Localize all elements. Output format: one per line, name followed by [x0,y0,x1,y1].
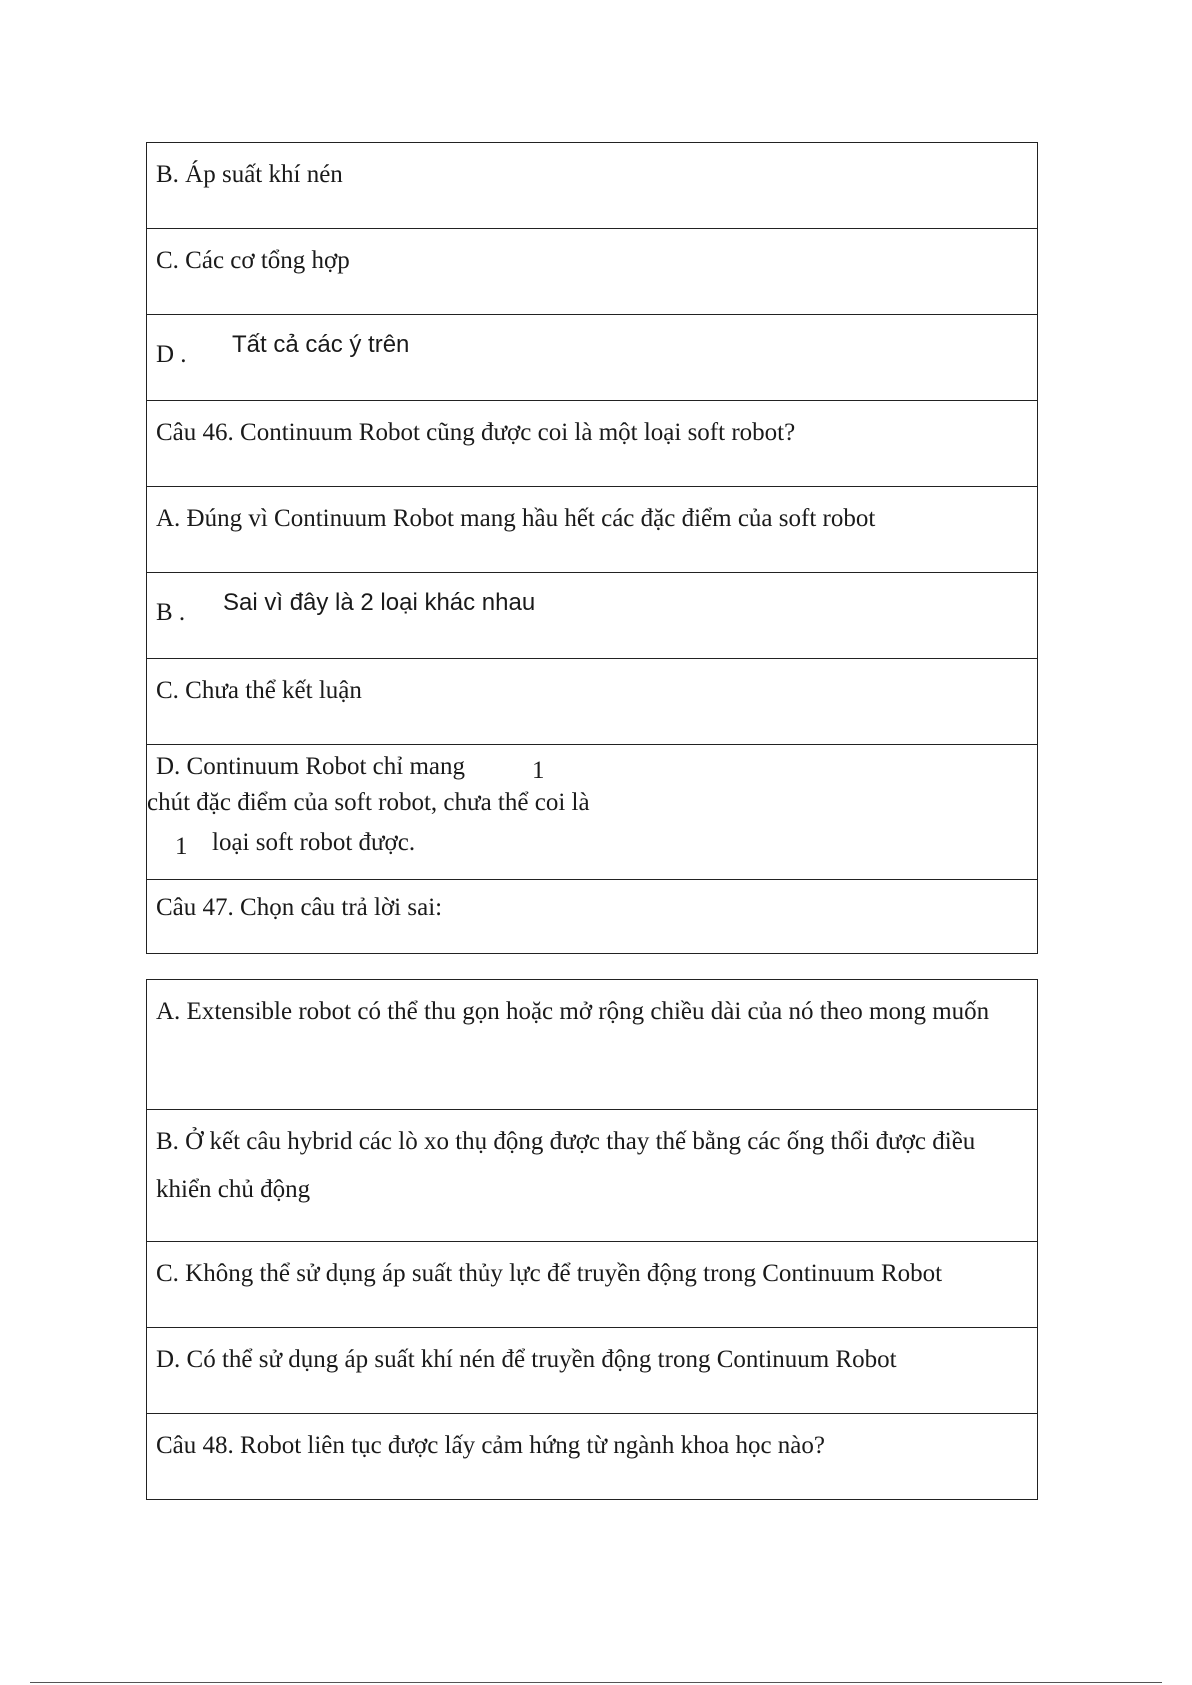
answer-text: Sai vì đây là 2 loại khác nhau [223,589,536,616]
answer-line-2: chút đặc điểm của soft robot, chưa thể coi là [147,789,590,816]
question-text: Câu 48. Robot liên tục được lấy cảm hứng từ ngành khoa học nào? [156,1432,825,1459]
answer-row-a [147,487,1037,573]
answer-text: Tất cả các ý trên [232,331,410,358]
answer-number: 1 [532,757,545,784]
answer-text: C. Chưa thể kết luận [156,677,362,704]
answer-number: 1 [175,833,188,860]
answer-row-b [147,1110,1037,1242]
question-table-2 [146,979,1038,1500]
question-text: Câu 47. Chọn câu trả lời sai: [156,894,443,921]
answer-row-c [147,659,1037,745]
page-bottom-rule [30,1682,1162,1683]
answer-row-b [147,143,1037,229]
answer-row-c [147,229,1037,315]
answer-label: D . [156,341,187,368]
question-48-row [147,1414,1037,1500]
answer-row-d [147,1328,1037,1414]
answer-row-d [147,745,1037,880]
answer-text: D. Có thể sử dụng áp suất khí nén để truyền động trong Continuum Robot [156,1346,897,1373]
answer-row-c [147,1242,1037,1328]
answer-row-b [147,573,1037,659]
answer-text: B. Áp suất khí nén [156,161,343,188]
answer-label: B . [156,599,186,626]
answer-row-a [147,980,1037,1110]
answer-row-d [147,315,1037,401]
answer-text: A. Extensible robot có thể thu gọn hoặc mở rộng chiều dài của nó theo mong muốn [156,998,990,1025]
answer-text: C. Các cơ tổng hợp [156,247,350,274]
answer-line-1: D. Continuum Robot chỉ mang [156,753,466,780]
question-table-1 [146,142,1038,954]
question-text: Câu 46. Continuum Robot cũng được coi là một loại soft robot? [156,419,796,446]
answer-text: A. Đúng vì Continuum Robot mang hầu hết các đặc điểm của soft robot [156,505,876,532]
question-47-row [147,880,1037,954]
question-46-row [147,401,1037,487]
answer-text: B. Ở kết câu hybrid các lò xo thụ động được thay thế bằng các ống thổi được điều khiển chủ động [156,1128,976,1203]
answer-text: C. Không thể sử dụng áp suất thủy lực để truyền động trong Continuum Robot [156,1260,943,1287]
answer-line-3: loại soft robot được. [212,829,416,856]
